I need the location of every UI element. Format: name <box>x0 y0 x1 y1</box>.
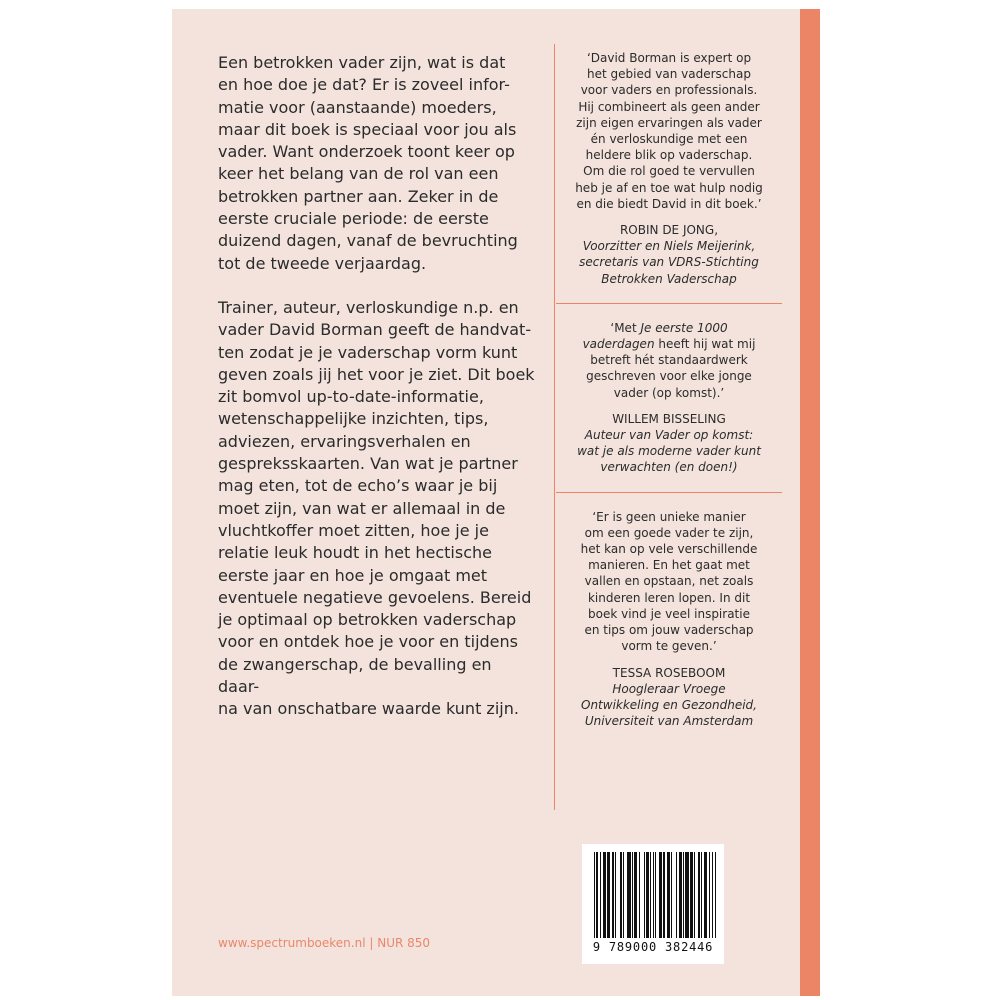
blurb-paragraph-2: Trainer, auteur, verloskundige n.p. en vader David Borman geeft de handvat- ten zodat je je vaderschap vorm kunt geven zoals jij het voor je ziet. Dit boek zit bomvol up-to-date-informatie, wetenschappelijke inzichten, tips, adviezen, ervaringsverhalen en gespreksskaarten. Van wat je partner mag eten, tot de echo’s waar je bij moet zijn, van wat er allemaal in de vluchtkoffer moet zitten, hoe je je relatie leuk houdt in het hectische eerste jaar en hoe je omgaat met eventuele negatieve gevoelens. Bereid je optimaal op betrokken vaderschap voor en ontdek hoe je voor en tijdens de zwangerschap, de bevalling en daar- na van onschatbare waarde kunt zijn. <box>218 297 535 719</box>
quote-book-title: Je eerste 1000 vaderdagen <box>582 320 728 352</box>
endorsement-quote: ‘David Borman is expert op het gebied van vaderschap voor vaders en professionals. Hij combineert als geen ander zijn eigen ervaringen als vader én verloskundige met een heldere blik op vaderschap. Om die rol goed te vervullen heb je af en toe wat hulp nodig en die biedt David in dit boek.’ <box>575 51 763 211</box>
endorsement-1 <box>556 50 782 287</box>
blurb-paragraph-1: Een betrokken vader zijn, wat is dat en hoe doe je dat? Er is zoveel infor- matie voor (aanstaande) moeders, maar dit boek is speciaal voor jou als vader. Want onderzoek toont keer op keer het belang van de rol van een betrokken partner aan. Zeker in de eerste cruciale periode: de eerste duizend dagen, vanaf de bevruchting tot de tweede verjaardag. <box>218 53 518 273</box>
barcode-digits: 9 789000 382446 <box>592 940 714 954</box>
isbn-barcode <box>582 844 724 964</box>
endorsement-role: Hoogleraar Vroege Ontwikkeling en Gezondheid, Universiteit van Amsterdam <box>581 681 757 729</box>
endorsement-divider <box>556 492 782 493</box>
endorsement-quote: ‘Er is geen unieke manier om een goede vader te zijn, het kan op vele verschillende manieren. En het gaat met vallen en opstaan, net zoals kinderen leren lopen. In dit boek vind je veel inspiratie en tips om jouw vaderschap vorm te geven.’ <box>580 509 758 654</box>
column-divider <box>554 44 555 810</box>
endorsement-divider <box>556 303 782 304</box>
endorsement-author: TESSA ROSEBOOM <box>612 665 726 680</box>
barcode-bars <box>594 852 716 938</box>
endorsement-author: ROBIN DE JONG, <box>619 223 719 238</box>
endorsement-2 <box>556 320 782 476</box>
endorsement-3 <box>556 509 782 730</box>
endorsement-role: Voorzitter en Niels Meijerink, secretaris van VDRS-Stichting Betrokken Vaderschap <box>579 239 759 286</box>
endorsement-quote <box>556 320 782 401</box>
blurb <box>218 52 536 721</box>
endorsement-author: WILLEM BISSELING <box>612 411 726 426</box>
spine-strip <box>800 9 820 996</box>
publisher-footer: www.spectrumboeken.nl | NUR 850 <box>218 936 431 950</box>
quote-text: heeft hij wat mij betreft hét standaardwerk geschreven voor elke jonge vader (op komst).’ <box>586 337 756 400</box>
endorsements <box>556 50 782 729</box>
endorsement-role: Auteur van Vader op komst: wat je als moderne vader kunt verwachten (en doen!) <box>577 428 761 475</box>
quote-text: ‘Met <box>610 320 641 335</box>
